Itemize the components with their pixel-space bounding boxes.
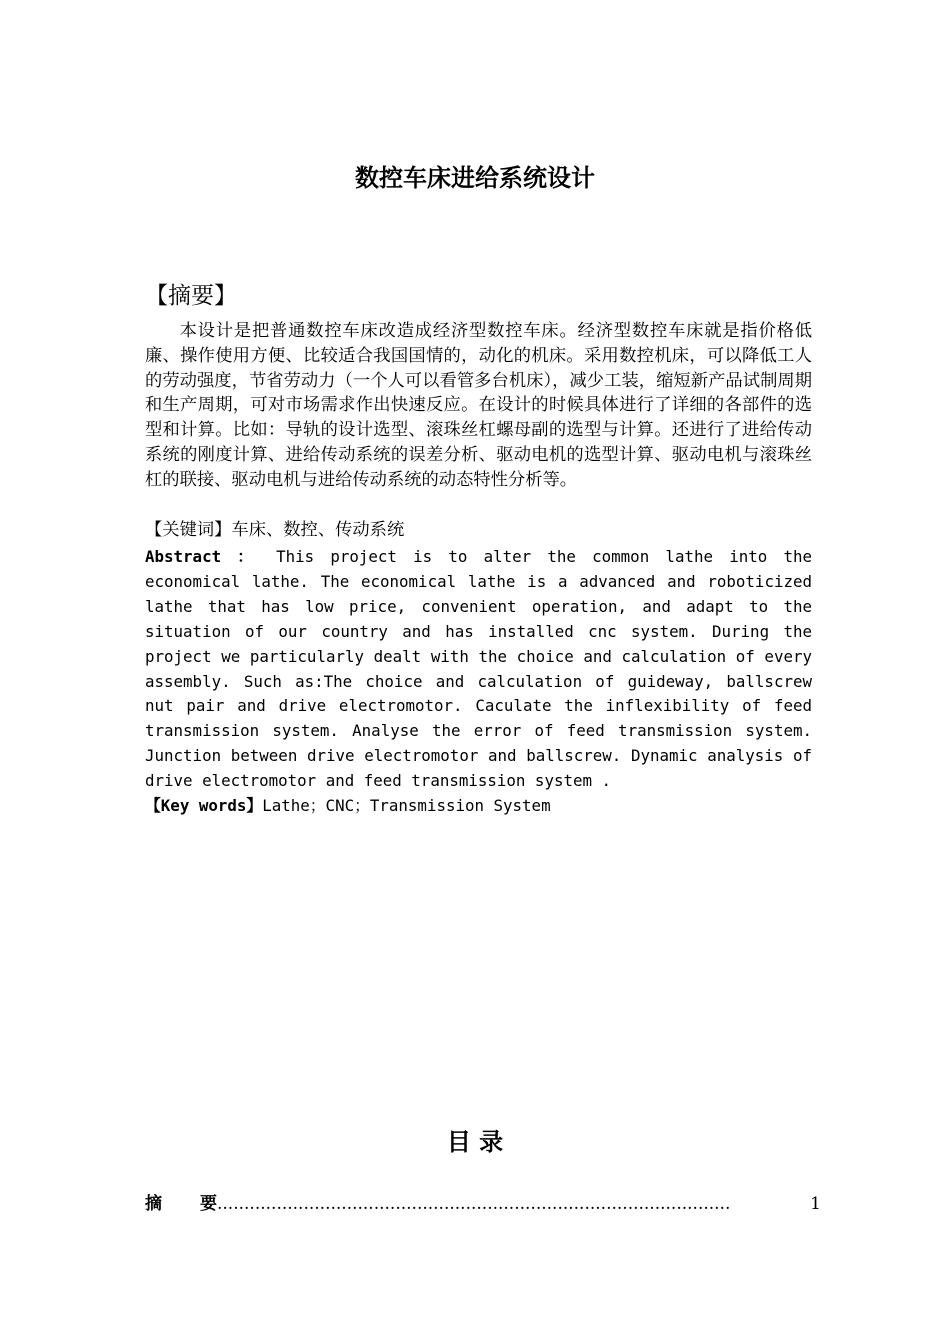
keywords-english <box>145 794 812 819</box>
toc-entry-label-last: 要 <box>200 1194 217 1214</box>
document-title: 数控车床进给系统设计 <box>355 164 595 192</box>
keywords-english-label: 【Key words】 <box>145 796 263 815</box>
toc-heading: 目 录 <box>446 1128 504 1156</box>
keywords-chinese-label: 【关键词】 <box>145 520 232 540</box>
keywords-english-text: Lathe；CNC；Transmission System <box>262 796 551 815</box>
abstract-english-text: This project is to alter the common lathe into the economical lathe. The economical lathe is a advanced and roboticized lathe that has low price, convenient operation, and adapt to the situation of our country and has installed cnc system. During the project we particularly dealt with the choice and calculation of every assembly. Such as:The choice and calculation of guideway, ballscrew nut pair and drive electromotor. Caculate the inflexibility of feed transmission system. Analyse the error of feed transmission system. Junction between drive electromotor and ballscrew. Dynamic analysis of drive electromotor and feed transmission system . <box>145 547 812 791</box>
keywords-chinese-text: 车床、数控、传动系统 <box>231 520 405 540</box>
abstract-english <box>145 545 812 794</box>
abstract-chinese: 本设计是把普通数控车床改造成经济型数控车床。经济型数控车床就是指价格低廉、操作使用方便、比较适合我国国情的，动化的机床。采用数控机床，可以降低工人的劳动强度，节省劳动力（一个人可以看管多台机床），减少工装，缩短新产品试制周期和生产周期，可对市场需求作出快速反应。在设计的时候具体进行了详细的各部件的选型和计算。比如：导轨的设计选型、滚珠丝杠螺母副的选型与计算。还进行了进给传动系统的刚度计算、进给传动系统的误差分析、驱动电机的选型计算、驱动电机与滚珠丝杠的联接、驱动电机与进给传动系统的动态特性分析等。 <box>145 321 812 490</box>
toc-entry-label-first: 摘 <box>145 1194 200 1214</box>
abstract-heading: 【摘要】 <box>145 283 237 309</box>
toc-entry-page-number: 1 <box>810 1194 821 1214</box>
abstract-english-label: Abstract ： <box>145 547 260 566</box>
keywords-chinese <box>145 518 812 543</box>
toc-entry[interactable] <box>145 1190 821 1218</box>
toc-entry-leader-dots: ............................................................................................... <box>217 1194 731 1214</box>
